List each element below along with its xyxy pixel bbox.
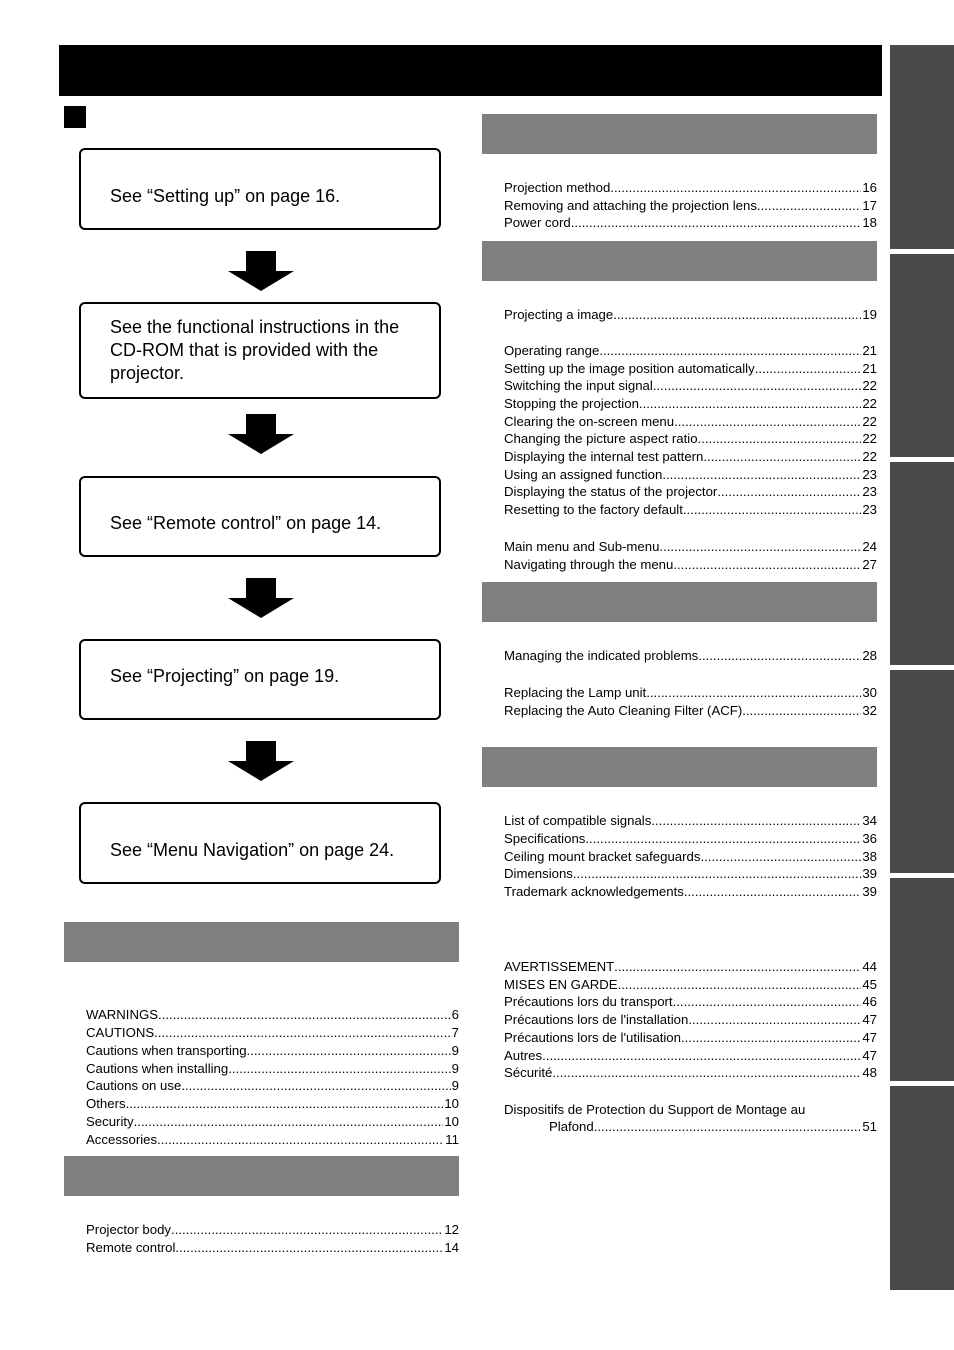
toc-entry-title: Plafond (549, 1119, 594, 1134)
toc-entry[interactable] (504, 1047, 877, 1064)
toc-entry-page: 7 (451, 1024, 459, 1040)
toc-entry[interactable] (504, 179, 877, 196)
toc-entry-title: AVERTISSEMENT (504, 959, 615, 974)
section-header-bar (482, 114, 877, 154)
toc-entry-page: 22 (862, 378, 877, 394)
toc-entry-title: Stopping the projection (504, 396, 639, 412)
toc-entry-page: 14 (444, 1239, 459, 1255)
toc-leader-dots (247, 1042, 451, 1059)
flow-step-menu-navigation (79, 802, 441, 884)
toc-entry[interactable] (86, 1060, 459, 1077)
toc-entry[interactable] (86, 1221, 459, 1238)
toc-entry[interactable] (504, 430, 877, 447)
toc-entry-page: 12 (444, 1222, 459, 1237)
toc-entry-title: Projector body (86, 1222, 172, 1237)
toc-leader-dots (662, 466, 861, 483)
toc-entry-title: Changing the picture aspect ratio (504, 431, 698, 447)
section-header-bar (482, 582, 877, 622)
toc-entry-title: Remote control (86, 1239, 176, 1255)
side-tab-2[interactable] (890, 254, 954, 457)
toc-entry[interactable] (504, 1064, 877, 1081)
toc-entry-title: Operating range (504, 343, 600, 358)
toc-leader-dots (700, 848, 861, 865)
toc-entry-page: 22 (862, 413, 877, 429)
toc-entry-page: 47 (862, 1047, 877, 1063)
flow-step-text: See “Menu Navigation” on page 24. (110, 839, 395, 860)
toc-entry-page: 18 (862, 215, 877, 231)
toc-leader-dots (542, 1047, 861, 1064)
toc-entry-page: 9 (451, 1078, 459, 1094)
toc-leader-dots (684, 883, 862, 900)
toc-entry[interactable] (504, 306, 877, 323)
toc-entry[interactable] (86, 1239, 459, 1256)
toc-entry-page: 47 (862, 1029, 877, 1045)
toc-leader-dots (571, 214, 862, 231)
toc-leader-dots (698, 647, 861, 664)
toc-entry-title: Replacing the Lamp unit (504, 685, 647, 700)
toc-entry[interactable] (504, 1011, 877, 1028)
toc-leader-dots (157, 1131, 444, 1148)
side-tab-5[interactable] (890, 878, 954, 1081)
toc-entry-page: 48 (862, 1065, 877, 1081)
flow-step-cd-rom (79, 302, 441, 399)
toc-entry-page: 47 (862, 1012, 877, 1028)
toc-leader-dots (757, 197, 861, 214)
toc-entry-title: Specifications (504, 830, 586, 846)
toc-entry-page: 28 (862, 648, 877, 663)
toc-entry-page: 32 (862, 702, 877, 718)
toc-entry-title: Autres (504, 1047, 543, 1063)
toc-entry[interactable] (504, 556, 877, 573)
toc-leader-dots (653, 377, 862, 394)
down-arrow-icon (228, 414, 294, 454)
toc-entry-title: List of compatible signals (504, 813, 652, 828)
toc-entry-title: Managing the indicated problems (504, 648, 699, 663)
toc-leader-dots (618, 976, 862, 993)
section-header-bar (482, 747, 877, 787)
toc-entry-page: 9 (451, 1042, 459, 1058)
toc-entry-title: Using an assigned function (504, 466, 663, 482)
toc-entry-page: 38 (862, 848, 877, 864)
section-header-bar (482, 241, 877, 281)
toc-entry-line: Dispositifs de Protection du Support de Montage au (504, 1102, 806, 1117)
toc-entry-page: 6 (451, 1007, 459, 1022)
toc-entry-title: Sécurité (504, 1065, 553, 1081)
toc-entry[interactable] (504, 702, 877, 719)
toc-entry[interactable] (504, 538, 877, 555)
toc-entry-page: 9 (451, 1060, 459, 1076)
toc-entry[interactable] (504, 958, 877, 975)
toc-entry-title: WARNINGS (86, 1007, 159, 1022)
toc-leader-dots (688, 1011, 861, 1028)
down-arrow-icon (228, 578, 294, 618)
toc-leader-dots (126, 1095, 444, 1112)
toc-entry-page: 10 (444, 1096, 459, 1112)
toc-entry-title: CAUTIONS (86, 1024, 155, 1040)
toc-entry-page: 51 (862, 1119, 877, 1134)
toc-entry[interactable] (504, 812, 877, 829)
toc-entry[interactable] (504, 883, 877, 900)
toc-entry-page: 22 (862, 431, 877, 447)
toc-leader-dots (613, 306, 861, 323)
toc-entry-page: 16 (862, 180, 877, 195)
toc-leader-dots (674, 413, 861, 430)
toc-entry[interactable] (86, 1006, 459, 1023)
toc-entry-page: 17 (862, 197, 877, 213)
toc-entry[interactable] (504, 993, 877, 1010)
toc-leader-dots (717, 483, 861, 500)
toc-leader-dots (673, 993, 862, 1010)
toc-entry[interactable] (504, 684, 877, 701)
toc-entry[interactable] (504, 342, 877, 359)
toc-leader-dots (755, 360, 862, 377)
toc-entry[interactable] (504, 647, 877, 664)
toc-leader-dots (585, 830, 861, 847)
toc-entry-title: Cautions on use (86, 1078, 182, 1094)
toc-leader-dots (599, 342, 861, 359)
toc-entry[interactable] (504, 483, 877, 500)
toc-entry-title: MISES EN GARDE (504, 976, 618, 992)
toc-leader-dots (228, 1060, 450, 1077)
toc-leader-dots (610, 179, 861, 196)
toc-entry[interactable] (504, 501, 877, 518)
toc-entry-page: 36 (862, 830, 877, 846)
toc-entry-title: Trademark acknowledgements (504, 884, 684, 899)
side-tab-3[interactable] (890, 462, 954, 665)
toc-leader-dots (175, 1239, 443, 1256)
toc-entry-title: Clearing the on-screen menu (504, 413, 675, 429)
toc-entry[interactable] (504, 848, 877, 865)
toc-entry-page: 39 (862, 866, 877, 882)
toc-entry[interactable] (504, 830, 877, 847)
toc-entry-title: Navigating through the menu (504, 556, 674, 572)
toc-entry-page: 22 (862, 449, 877, 465)
toc-entry-title: Précautions lors du transport (504, 994, 673, 1010)
toc-leader-dots (651, 812, 861, 829)
toc-entry-title: Removing and attaching the projection lens (504, 197, 757, 213)
toc-entry-page: 24 (862, 539, 877, 554)
toc-entry-title: Resetting to the factory default (504, 502, 683, 518)
toc-leader-dots (698, 430, 862, 447)
toc-entry-title: Others (86, 1096, 126, 1112)
section-bullet (64, 106, 86, 128)
toc-leader-dots (552, 1064, 861, 1081)
toc-entry-title: Accessories (86, 1131, 158, 1147)
side-tab-1[interactable] (890, 45, 954, 249)
down-arrow-icon (228, 741, 294, 781)
toc-entry-title: Setting up the image position automatically (504, 360, 755, 376)
toc-entry-page: 44 (862, 959, 877, 974)
down-arrow-icon (228, 251, 294, 291)
toc-leader-dots (646, 684, 861, 701)
toc-entry[interactable] (504, 377, 877, 394)
side-tab-6[interactable] (890, 1086, 954, 1290)
toc-entry-title: Main menu and Sub-menu (504, 539, 660, 554)
toc-entry-page: 46 (862, 994, 877, 1010)
toc-entry-title: Cautions when transporting (86, 1042, 247, 1058)
toc-leader-dots (673, 556, 861, 573)
flow-step-text: See “Remote control” on page 14. (110, 513, 382, 533)
toc-entry-title: Power cord (504, 215, 571, 231)
header-bar (59, 45, 882, 96)
toc-entry[interactable] (504, 413, 877, 430)
toc-entry-page: 21 (862, 360, 877, 376)
toc-entry-page: 45 (862, 976, 877, 992)
toc-entry-page: 19 (862, 307, 877, 322)
toc-entry-title: Précautions lors de l'utilisation (504, 1029, 681, 1045)
flow-step-remote-control (79, 476, 441, 557)
flow-step-projecting (79, 639, 441, 720)
toc-leader-dots (158, 1006, 451, 1023)
toc-entry[interactable] (504, 865, 877, 882)
section-header-bar (64, 922, 459, 962)
toc-entry-title: Projecting a image (504, 307, 614, 322)
toc-leader-dots (594, 1118, 862, 1135)
toc-leader-dots (614, 958, 861, 975)
toc-entry-title: Replacing the Auto Cleaning Filter (ACF) (504, 702, 743, 718)
flow-step-text: See “Setting up” on page 16. (110, 185, 341, 206)
toc-entry-page: 23 (862, 502, 877, 518)
toc-entry-page: 39 (862, 884, 877, 899)
toc-entry[interactable] (504, 395, 877, 412)
toc-leader-dots (639, 395, 861, 412)
flow-step-text: See the functional instructions in the CD-ROM that is provided with the projector. (110, 317, 400, 383)
toc-entry-title: Précautions lors de l'installation (504, 1012, 689, 1028)
toc-entry[interactable] (504, 976, 877, 993)
toc-entry[interactable] (504, 197, 877, 214)
toc-entry[interactable] (86, 1024, 459, 1041)
toc-leader-dots (134, 1113, 444, 1130)
toc-entry[interactable] (86, 1042, 459, 1059)
toc-entry[interactable] (86, 1113, 459, 1130)
toc-leader-dots (742, 702, 861, 719)
toc-leader-dots (171, 1221, 443, 1238)
toc-entry-title: Displaying the internal test pattern (504, 449, 704, 465)
toc-entry-page: 30 (862, 685, 877, 700)
toc-leader-dots (703, 448, 861, 465)
toc-entry[interactable] (504, 466, 877, 483)
toc-leader-dots (573, 865, 861, 882)
toc-leader-dots (154, 1024, 451, 1041)
toc-entry-page: 11 (445, 1131, 459, 1147)
toc-leader-dots (181, 1077, 450, 1094)
toc-entry-page: 23 (862, 466, 877, 482)
toc-entry[interactable] (504, 448, 877, 465)
toc-entry-page: 21 (862, 343, 877, 358)
toc-entry-page: 27 (862, 556, 877, 572)
toc-entry-page: 23 (862, 484, 877, 500)
toc-entry[interactable] (504, 1029, 877, 1046)
toc-entry[interactable] (86, 1131, 459, 1148)
toc-entry-title: Cautions when installing (86, 1060, 229, 1076)
toc-entry-title: Projection method (504, 180, 611, 195)
toc-entry-title: Ceiling mount bracket safeguards (504, 848, 701, 864)
toc-leader-dots (681, 1029, 861, 1046)
toc-entry-page: 34 (862, 813, 877, 828)
toc-entry-title: Switching the input signal (504, 378, 653, 394)
toc-entry[interactable] (86, 1095, 459, 1112)
flow-step-setting-up (79, 148, 441, 230)
side-tab-4[interactable] (890, 670, 954, 873)
section-header-bar (64, 1156, 459, 1196)
toc-leader-dots (659, 538, 861, 555)
toc-entry[interactable] (504, 214, 877, 231)
toc-entry[interactable] (86, 1077, 459, 1094)
toc-leader-dots (683, 501, 861, 518)
toc-entry-page: 10 (444, 1114, 459, 1130)
toc-entry[interactable] (549, 1118, 877, 1135)
toc-entry-page: 22 (862, 396, 877, 412)
toc-entry-title: Security (86, 1114, 134, 1130)
toc-entry-title: Displaying the status of the projector (504, 484, 718, 500)
toc-entry[interactable] (504, 360, 877, 377)
toc-entry-title: Dimensions (504, 866, 573, 882)
flow-step-text: See “Projecting” on page 19. (110, 666, 340, 686)
